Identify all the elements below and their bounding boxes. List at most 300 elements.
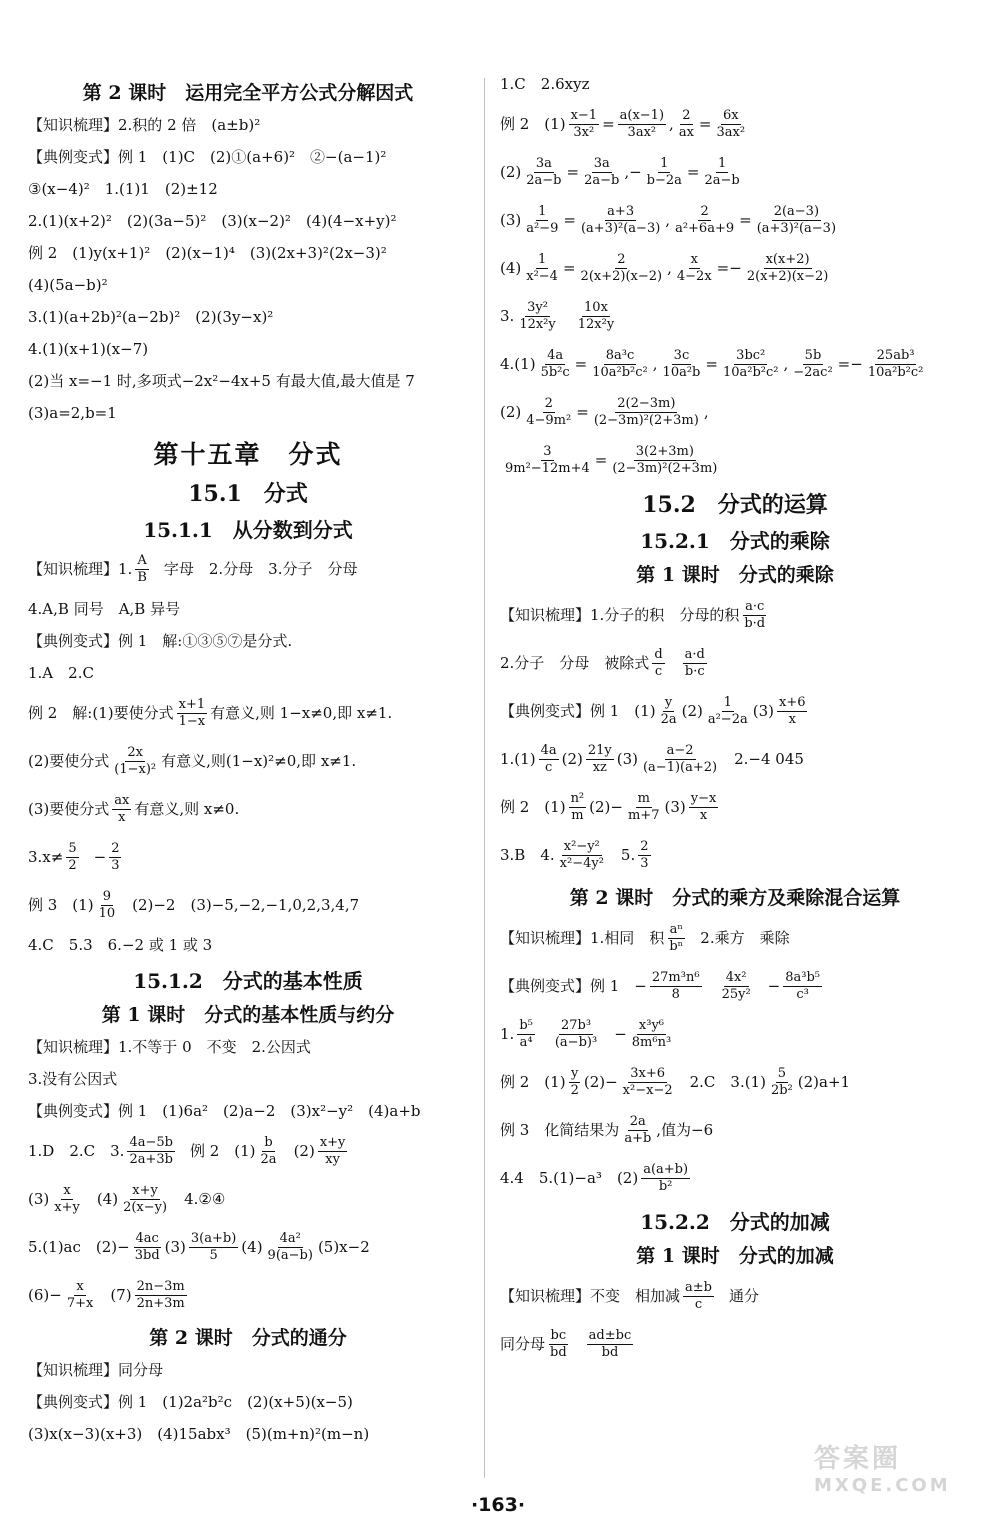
fraction — [706, 695, 750, 728]
equals: = — [686, 163, 700, 181]
denominator: b·c — [684, 663, 705, 679]
text: (2) — [500, 403, 522, 421]
text: (5)x−2 — [317, 1238, 370, 1256]
fraction — [517, 300, 557, 333]
denominator: 9(a−b) — [267, 1247, 313, 1263]
fraction — [586, 743, 614, 776]
lesson-title: 第 2 课时 分式的乘方及乘除混合运算 — [569, 887, 901, 909]
comma: , — [703, 403, 709, 421]
denominator: 12x²y — [577, 316, 615, 332]
watermark-logo — [814, 1438, 984, 1518]
denominator: 2b² — [770, 1082, 793, 1098]
text: − — [767, 977, 781, 995]
numerator: a−2 — [666, 742, 694, 758]
text: 字母 2.分母 3.分子 分母 — [163, 560, 358, 578]
text: (2) — [293, 1142, 315, 1160]
fraction — [66, 841, 78, 874]
denominator: 10a²b²c² — [592, 364, 648, 380]
fraction — [667, 922, 685, 955]
denominator: 3ax² — [716, 124, 746, 140]
fraction — [52, 1183, 82, 1216]
text: 5. — [620, 846, 636, 864]
numerator: a(x−1) — [619, 107, 665, 123]
numerator: 2 — [617, 251, 626, 267]
numerator: 6x — [722, 107, 739, 123]
answer-line — [28, 1179, 468, 1219]
numerator: x²−y² — [563, 838, 600, 854]
denominator: 4−9m² — [526, 412, 572, 428]
denominator: 2a−b — [526, 172, 562, 188]
equals: = — [602, 115, 615, 133]
fraction — [769, 1066, 795, 1099]
text: (2)−2 (3)−5,−2,−1,0,2,3,4,7 — [132, 896, 360, 914]
numerator: 4x² — [725, 969, 747, 985]
denominator: 5b²c — [540, 364, 570, 380]
answer-line: (2)当 x=−1 时,多项式−2x²−4x+5 有最大值,最大值是 7 — [28, 372, 415, 390]
answer-line: 【典例变式】例 1 (1)2a²b²c (2)(x+5)(x−5) — [28, 1393, 353, 1411]
denominator: xy — [325, 1151, 340, 1167]
denominator: 3ax² — [627, 124, 657, 140]
answer-line — [500, 200, 970, 240]
fraction — [721, 348, 781, 381]
answer-line — [28, 1131, 468, 1171]
denominator: B — [137, 569, 147, 585]
comma: , — [665, 211, 671, 229]
text: 4.②④ — [184, 1190, 226, 1208]
denominator: 2a — [260, 1151, 277, 1167]
text: 通分 — [728, 1287, 759, 1305]
text: 例 2 (1) — [500, 1073, 566, 1091]
denominator: 10a²b²c² — [722, 364, 779, 380]
numerator: 4a — [547, 347, 564, 363]
numerator: 3(a+b) — [190, 1230, 237, 1246]
fraction — [524, 252, 560, 285]
fraction — [703, 156, 742, 189]
denominator: 3 — [640, 855, 649, 871]
answer-line: (3)x(x−3)(x+3) (4)15abx³ (5)(m+n)²(m−n) — [28, 1425, 370, 1443]
fraction — [503, 444, 592, 477]
numerator: 8a³b⁵ — [785, 969, 821, 985]
fraction — [189, 1231, 238, 1264]
numerator: 2 — [111, 840, 120, 856]
text: 例 3 (1) — [28, 896, 94, 914]
answer-line: (4)(5a−b)² — [28, 276, 108, 294]
text: 有意义,则 x≠0. — [134, 800, 240, 818]
numerator: y — [571, 1065, 579, 1081]
denominator: 2 — [68, 857, 77, 873]
numerator: 8a³c — [605, 347, 635, 363]
page-number: ·163· — [470, 1494, 526, 1516]
denominator: bd — [550, 1344, 567, 1360]
numerator: aⁿ — [669, 921, 683, 937]
fraction — [638, 839, 650, 872]
fraction — [673, 204, 736, 237]
answer-line — [500, 1158, 970, 1198]
numerator: a(a+b) — [643, 1161, 689, 1177]
answer-line — [500, 835, 970, 875]
lesson-title: 第 1 课时 分式的加减 — [636, 1245, 834, 1267]
answer-line — [500, 1062, 970, 1102]
fraction — [610, 444, 719, 477]
fraction — [626, 791, 662, 824]
text: (3)要使分式 — [28, 800, 110, 818]
denominator: 5 — [209, 1247, 218, 1263]
lesson-title-perfect-square: 第 2 课时 运用完全平方公式分解因式 — [82, 82, 414, 104]
denominator: 12x²y — [519, 316, 556, 332]
denominator: ax — [678, 124, 694, 140]
text: 有意义,则(1−x)²≠0,即 x≠1. — [161, 752, 357, 770]
numerator: x — [63, 1182, 71, 1198]
comma: , — [669, 115, 674, 133]
answer-line — [500, 918, 970, 958]
denominator: 3x² — [573, 124, 595, 140]
answer-line — [28, 789, 468, 829]
denominator: x²−4y² — [559, 855, 604, 871]
answer-line — [500, 344, 970, 384]
denominator: 2a — [660, 711, 677, 727]
text: (2)− — [589, 798, 623, 816]
fraction — [689, 791, 719, 824]
numerator: 4ac — [135, 1230, 159, 1246]
numerator: 3 — [543, 443, 552, 459]
denominator: a²+6a+9 — [675, 220, 735, 236]
text: (6)− — [28, 1286, 62, 1304]
fraction — [553, 1018, 599, 1051]
answer-line: 4.C 5.3 6.−2 或 1 或 3 — [28, 936, 213, 954]
denominator: 2a−b — [704, 172, 740, 188]
numerator: x — [76, 1278, 84, 1294]
denominator: c — [544, 759, 553, 775]
denominator: 25y² — [721, 986, 751, 1002]
text: 2.乘方 乘除 — [700, 929, 790, 947]
fraction — [539, 348, 572, 381]
answer-line — [28, 885, 468, 925]
numerator: a·c — [745, 598, 765, 614]
numerator: 1 — [538, 203, 547, 219]
answer-line — [500, 787, 970, 827]
chapter-title: 第十五章 分式 — [153, 440, 343, 469]
fraction — [590, 348, 650, 381]
numerator: 27m³n⁶ — [651, 969, 700, 985]
numerator: 3(2+3m) — [635, 443, 694, 459]
denominator: c — [654, 663, 663, 679]
numerator: ax — [114, 792, 130, 808]
fraction — [777, 695, 808, 728]
denominator: (1−x)² — [114, 761, 157, 777]
denominator: bd — [601, 1344, 619, 1360]
numerator: 4a−5b — [129, 1134, 173, 1150]
denominator: a²−2a — [707, 711, 748, 727]
equals: = — [739, 211, 752, 229]
subsection-title: 15.1.2 分式的基本性质 — [133, 969, 363, 993]
answer-line — [28, 837, 468, 877]
denominator: x²−x−2 — [622, 1082, 673, 1098]
text: (7) — [110, 1286, 132, 1304]
text: (2) — [681, 702, 703, 720]
numerator: a+3 — [607, 203, 635, 219]
answer-line: 【知识梳理】同分母 — [28, 1361, 164, 1379]
text: 【典例变式】例 1 − — [500, 977, 647, 995]
answer-line — [500, 440, 970, 480]
answer-line — [500, 296, 970, 336]
fraction — [866, 348, 926, 381]
numerator: ad±bc — [588, 1327, 632, 1343]
denominator: x — [788, 711, 796, 727]
left-column — [28, 72, 468, 1454]
watermark-url: MXQE.COM — [814, 1475, 951, 1496]
answer-line: 4.(1)(x+1)(x−7) — [28, 340, 149, 358]
text: 【知识梳理】1. — [28, 560, 133, 578]
section-title: 15.2 分式的运算 — [642, 492, 828, 518]
text: (2)a+1 — [797, 1073, 851, 1091]
watermark-text: 答案圈 — [814, 1444, 902, 1474]
denominator: m — [571, 807, 584, 823]
text: (3) — [752, 702, 774, 720]
lesson-title: 第 1 课时 分式的乘除 — [636, 564, 834, 586]
numerator: 5 — [777, 1065, 787, 1081]
numerator: 2(a−3) — [773, 203, 820, 219]
numerator: 3y² — [527, 299, 548, 315]
denominator: b−2a — [646, 172, 682, 188]
numerator: 3a — [535, 155, 552, 171]
numerator: x — [690, 251, 698, 267]
numerator: 1 — [660, 155, 669, 171]
numerator: 4a² — [279, 1230, 301, 1246]
fraction — [569, 791, 587, 824]
fraction — [714, 108, 747, 141]
fraction — [622, 1114, 653, 1147]
numerator: x+1 — [178, 696, 206, 712]
right-column — [500, 72, 970, 1372]
numerator: x³y⁶ — [638, 1017, 665, 1033]
numerator: m — [637, 790, 650, 806]
numerator: 3c — [673, 347, 690, 363]
text: 1.(1) — [500, 750, 536, 768]
denominator: 9m²−12m+4 — [505, 460, 590, 476]
text: (2) — [561, 750, 583, 768]
fraction — [133, 1231, 162, 1264]
fraction — [121, 1183, 169, 1216]
numerator: 9 — [102, 888, 111, 904]
text: (3) — [164, 1238, 186, 1256]
fraction — [517, 1018, 535, 1051]
lesson-title: 第 2 课时 分式的通分 — [149, 1327, 347, 1349]
fraction — [127, 1135, 175, 1168]
section-title: 15.1 分式 — [188, 481, 308, 507]
numerator: x+y — [319, 1134, 346, 1150]
answer-line — [500, 1324, 970, 1364]
denominator: 2a+3b — [129, 1151, 173, 1167]
answer-line: 【典例变式】例 1 解:①③⑤⑦是分式. — [28, 632, 293, 650]
numerator: A — [137, 552, 147, 568]
denominator: c³ — [796, 986, 809, 1002]
column-divider — [484, 78, 485, 1478]
fraction — [652, 647, 664, 680]
fraction — [539, 743, 559, 776]
answer-line — [28, 549, 468, 589]
answer-line — [500, 691, 970, 731]
fraction — [630, 1018, 673, 1051]
fraction — [524, 396, 573, 429]
text: 例 2 (1) — [500, 798, 566, 816]
fraction — [650, 970, 702, 1003]
denominator: 2a−b — [584, 172, 620, 188]
equals: = — [576, 403, 589, 421]
denominator: 2(x+2)(x−2) — [746, 268, 829, 284]
numerator: x−1 — [570, 107, 598, 123]
text: − — [614, 1025, 627, 1043]
numerator: x+6 — [778, 694, 806, 710]
subsection-title: 15.2.2 分式的加减 — [640, 1210, 830, 1234]
text: =− — [837, 355, 863, 373]
text: =− — [716, 259, 742, 277]
equals: = — [562, 259, 576, 277]
answer-line: 【知识梳理】1.不等于 0 不变 2.公因式 — [28, 1038, 311, 1056]
text: 2.−4 045 — [734, 750, 804, 768]
fraction — [569, 1066, 581, 1099]
fraction — [112, 793, 131, 826]
numerator: 2a — [629, 1113, 646, 1129]
answer-line — [500, 1110, 970, 1150]
denominator: 10a²b²c² — [867, 364, 924, 380]
denominator: x — [699, 807, 708, 823]
denominator: 7+x — [66, 1295, 94, 1311]
fraction — [587, 1328, 634, 1361]
fraction — [576, 300, 616, 333]
numerator: 21y — [587, 742, 612, 758]
denominator: b·d — [744, 615, 766, 631]
answer-line: 【知识梳理】2.积的 2 倍 (a±b)² — [28, 116, 261, 134]
denominator: 8m⁶n³ — [631, 1034, 672, 1050]
answer-line — [28, 693, 468, 733]
fraction — [569, 108, 600, 141]
text: (3) — [616, 750, 638, 768]
answer-line — [28, 741, 468, 781]
numerator: y — [664, 694, 673, 710]
fraction — [783, 970, 822, 1003]
fraction — [109, 841, 121, 874]
answer-line — [500, 1014, 970, 1054]
numerator: d — [654, 646, 663, 662]
subsection-title: 15.1.1 从分数到分式 — [143, 518, 353, 542]
answer-line: 3.没有公因式 — [28, 1070, 118, 1088]
text: (2)要使分式 — [28, 752, 110, 770]
denominator: xz — [592, 759, 607, 775]
text: (2)− — [583, 1073, 618, 1091]
fraction — [97, 889, 118, 922]
fraction — [135, 1279, 187, 1312]
text: 【知识梳理】1.分子的积 分母的积 — [500, 606, 740, 624]
denominator: (a−b)³ — [554, 1034, 598, 1050]
text: 3.B 4. — [500, 846, 555, 864]
answer-line — [500, 739, 970, 779]
fraction — [579, 204, 662, 237]
numerator: 25ab³ — [876, 347, 915, 363]
text: (3) — [28, 1190, 50, 1208]
denominator: 10 — [98, 905, 116, 921]
fraction — [661, 348, 703, 381]
numerator: 2n−3m — [136, 1278, 185, 1294]
text: 【知识梳理】1.相同 积 — [500, 929, 665, 947]
comma: , — [667, 259, 672, 277]
answer-line — [500, 392, 970, 432]
fraction — [582, 156, 621, 189]
denominator: b² — [658, 1178, 673, 1194]
denominator: (2−3m)²(2+3m) — [612, 460, 718, 476]
fraction — [659, 695, 679, 728]
denominator: bⁿ — [669, 938, 684, 954]
answer-line — [500, 104, 970, 144]
numerator: 4a — [540, 742, 557, 758]
answer-line: 【典例变式】例 1 (1)6a² (2)a−2 (3)x²−y² (4)a+b — [28, 1102, 421, 1120]
answer-line: 3.(1)(a+2b)²(a−2b)² (2)(3y−x)² — [28, 308, 274, 326]
fraction — [112, 745, 158, 778]
denominator: (a−1)(a+2) — [642, 759, 718, 775]
fraction — [641, 1162, 690, 1195]
text: 3. — [500, 307, 515, 325]
numerator: n² — [570, 790, 585, 806]
answer-line — [500, 643, 970, 683]
denominator: x²−4 — [526, 268, 558, 284]
numerator: y−x — [690, 790, 717, 806]
numerator: 2 — [640, 838, 649, 854]
text: (3) — [664, 798, 686, 816]
text: − — [93, 848, 107, 866]
text: 例 3 化简结果为 — [500, 1121, 620, 1139]
text: 例 2 解:(1)要使分式 — [28, 704, 174, 722]
text: (4) — [96, 1190, 119, 1208]
fraction — [259, 1135, 279, 1168]
fraction — [683, 1280, 714, 1313]
equals: = — [566, 163, 580, 181]
denominator: 2n+3m — [136, 1295, 185, 1311]
fraction — [791, 348, 834, 381]
text: 4.(1) — [500, 355, 536, 373]
fraction — [720, 970, 753, 1003]
numerator: 2x — [127, 744, 143, 760]
equals: = — [705, 355, 718, 373]
fraction — [558, 839, 606, 872]
fraction — [548, 1328, 569, 1361]
fraction — [641, 743, 719, 776]
denominator: 3bd — [134, 1247, 160, 1263]
numerator: x(x+2) — [765, 251, 810, 267]
fraction — [755, 204, 838, 237]
text: 1. — [500, 1025, 515, 1043]
text: 同分母 — [500, 1335, 546, 1353]
text: 2.分子 分母 被除式 — [500, 654, 650, 672]
equals: = — [574, 355, 588, 373]
numerator: 5 — [68, 840, 77, 856]
denominator: (a+3)²(a−3) — [580, 220, 661, 236]
fraction — [524, 204, 560, 237]
numerator: 2(2−3m) — [617, 395, 676, 411]
text: (4) — [241, 1238, 263, 1256]
equals: = — [594, 451, 608, 469]
text: 例 2 (1) — [500, 115, 566, 133]
text: 3.x≠ — [28, 848, 64, 866]
subsection-title: 15.2.1 分式的乘除 — [640, 529, 830, 553]
numerator: 27b³ — [560, 1017, 592, 1033]
lesson-title: 第 1 课时 分式的基本性质与约分 — [101, 1004, 395, 1026]
numerator: 10x — [584, 299, 608, 315]
denominator: x — [118, 809, 126, 825]
denominator: a⁴ — [519, 1034, 533, 1050]
numerator: b — [264, 1134, 273, 1150]
denominator: 2 — [570, 1082, 579, 1098]
text: 2.C 3.(1) — [689, 1073, 766, 1091]
fraction — [618, 108, 666, 141]
